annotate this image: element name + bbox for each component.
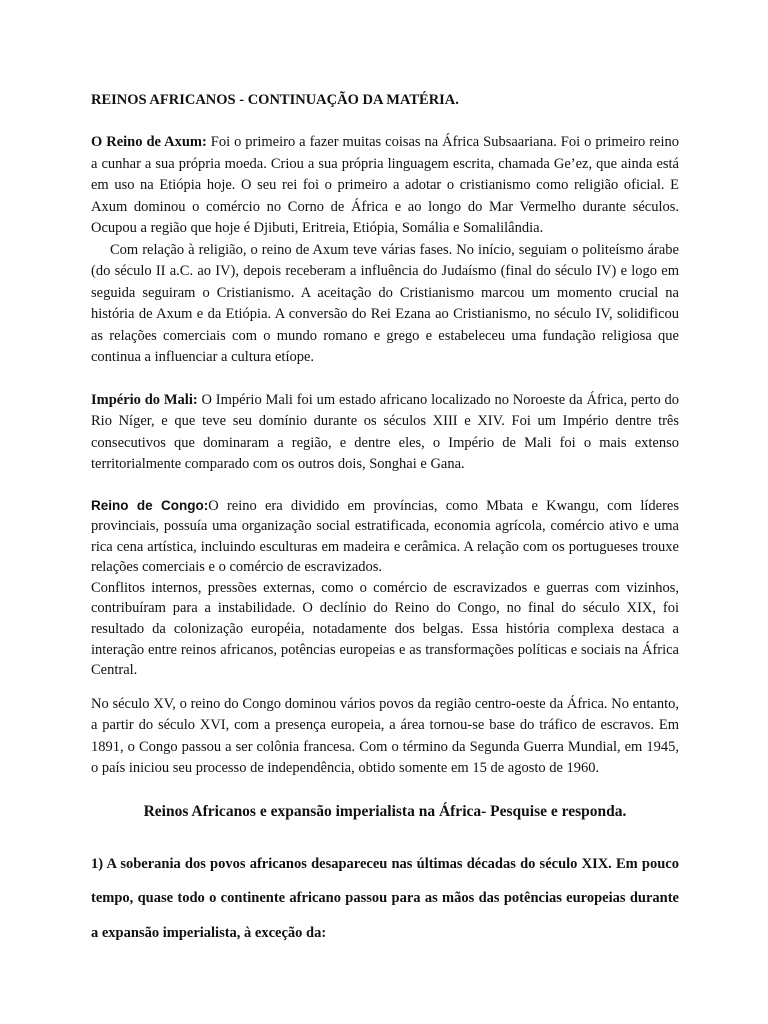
section-congo: [91, 496, 679, 681]
mali-label: Império do Mali:: [91, 391, 198, 408]
document-page: [91, 90, 679, 950]
mali-paragraph: [91, 390, 679, 476]
mali-text: O Império Mali foi um estado africano localizado no Noroeste da África, perto do Rio Níger, e que teve seu domínio durante os séculos XIII e XIV. Foi um Império dentre três consecutivos que dominaram a região, e dentre eles, o Império de Mali foi o mais extenso territorialmente comparado com os outros dois, Songhai e Gana.: [91, 391, 680, 472]
congo-text-1: O reino era dividido em províncias, como Mbata e Kwangu, com líderes provinciais, possuía uma organização social estratificada, economia agrícola, comércio ativo e uma rica cena artística, incluindo esculturas em madeira e cerâmica. A relação com os portugueses trouxe relações comerciais e o comércio de escravizados.: [91, 497, 679, 576]
congo-paragraph-2: Conflitos internos, pressões externas, como o comércio de escravizados e guerras com vizinhos, contribuíram para a instabilidade. O declínio do Reino do Congo, no final do século XIX, foi resultado da colonização européia, notadamente dos belgas. Essa história complexa destaca a interação entre reinos africanos, potências europeias e as transformações políticas e sociais na África Central.: [91, 579, 679, 679]
axum-text-1: Foi o primeiro a fazer muitas coisas na África Subsaariana. Foi o primeiro reino a cunhar a sua própria moeda. Criou a sua própria linguagem escrita, chamada Ge’ez, que ainda está em uso na Etiópia hoje. O seu rei foi o primeiro a adotar o cristianismo como religião oficial. E Axum dominou o comércio no Corno de África e ao longo do Mar Vermelho durante séculos. Ocupou a região que hoje é Djibuti, Eritreia, Etiópia, Somália e Somalilândia.: [91, 134, 680, 236]
section-axum: [91, 132, 679, 369]
axum-paragraph-1: [91, 132, 679, 240]
axum-paragraph-2: Com relação à religião, o reino de Axum teve várias fases. No início, seguiam o politeísmo árabe (do século II a.C. ao IV), depois receberam a influência do Judaísmo (final do século IV) e logo em seguida seguiram o Cristianismo. A aceitação do Cristianismo marcou um momento crucial na história de Axum e da Etiópia. A conversão do Rei Ezana ao Cristianismo, no século IV, solidificou as relações comerciais com o mundo romano e grego e estabeleceu uma fundação religiosa que continua a influenciar a cultura etíope.: [91, 241, 679, 365]
exercise-subtitle: Reinos Africanos e expansão imperialista na África- Pesquise e responda.: [143, 802, 627, 820]
question-1: 1) A soberania dos povos africanos desapareceu nas últimas décadas do século XIX. Em pouco tempo, quase todo o continente africano passou para as mãos das potências europeias durante a expansão imperialista, à exceção da:: [91, 855, 679, 941]
congo-label: Reino de Congo:: [91, 497, 209, 513]
section-congo-history: [91, 694, 679, 780]
axum-label: O Reino de Axum:: [91, 134, 207, 150]
section-mali: [91, 390, 679, 476]
congo-history-paragraph: No século XV, o reino do Congo dominou vários povos da região centro-oeste da África. No entanto, a partir do século XVI, com a presença europeia, a área tornou-se base do tráfico de escravos. Em 1891, o Congo passou a ser colônia francesa. Com o término da Segunda Guerra Mundial, em 1945, o país iniciou seu processo de independência, obtido somente em 15 de agosto de 1960.: [91, 695, 679, 777]
document-title: REINOS AFRICANOS - CONTINUAÇÃO DA MATÉRIA.: [91, 92, 459, 108]
congo-paragraph-1: [91, 496, 679, 578]
